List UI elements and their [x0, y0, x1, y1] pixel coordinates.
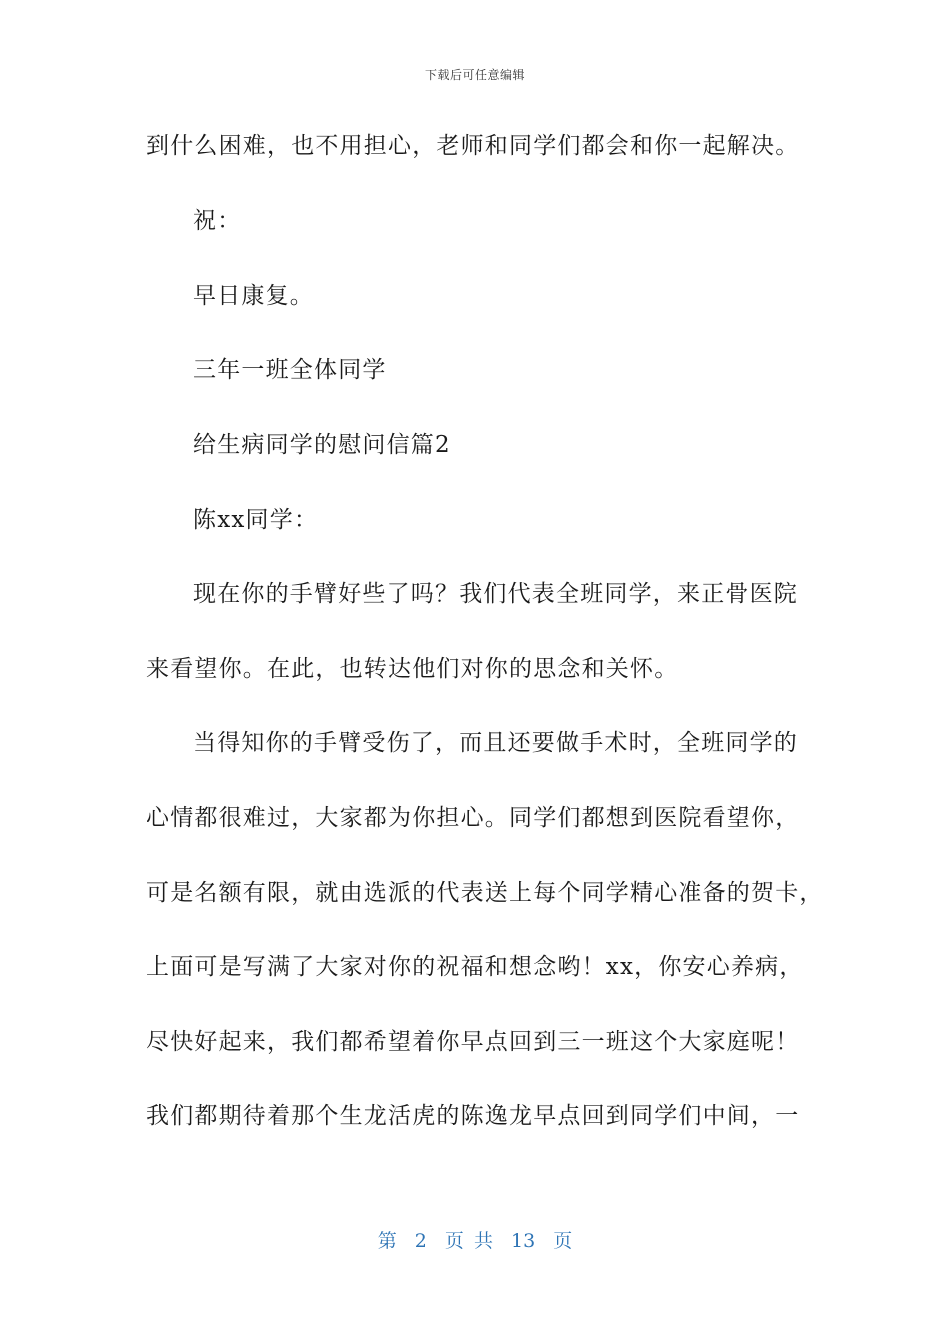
- closing-wish: 早日康复。: [193, 283, 314, 309]
- current-page-number: 2: [414, 1230, 427, 1252]
- download-note: 下载后可任意编辑: [424, 68, 525, 82]
- paragraph-line: 来看望你。在此，也转达他们对你的思念和关怀。: [146, 656, 679, 682]
- paragraph-line: 到什么困难，也不用担心，老师和同学们都会和你一起解决。: [146, 133, 800, 159]
- paragraph-line: 上面可是写满了大家对你的祝福和想念哟！xx，你安心养病，: [146, 954, 804, 980]
- paragraph-line: 可是名额有限，就由选派的代表送上每个同学精心准备的贺卡，: [146, 880, 824, 906]
- signature: 三年一班全体同学: [193, 357, 387, 383]
- paragraph-line: 尽快好起来，我们都希望着你早点回到三一班这个大家庭呢！: [146, 1029, 800, 1055]
- paragraph-line: 当得知你的手臂受伤了，而且还要做手术时，全班同学的: [193, 730, 798, 756]
- section-title: 给生病同学的慰问信篇2: [193, 432, 451, 458]
- letter-greeting: 陈xx同学：: [193, 507, 319, 533]
- footer-mid: 页 共: [444, 1230, 493, 1252]
- paragraph-line: 心情都很难过，大家都为你担心。同学们都想到医院看望你，: [146, 805, 800, 831]
- page-number-footer: [0, 1226, 950, 1253]
- paragraph-line: 现在你的手臂好些了吗？我们代表全班同学，来正骨医院: [193, 581, 798, 607]
- paragraph-line: 我们都期待着那个生龙活虎的陈逸龙早点回到同学们中间，一: [146, 1103, 800, 1129]
- footer-suffix: 页: [553, 1230, 573, 1252]
- footer-prefix: 第: [377, 1230, 397, 1252]
- closing-salutation: 祝：: [193, 208, 242, 234]
- total-page-number: 13: [511, 1230, 536, 1252]
